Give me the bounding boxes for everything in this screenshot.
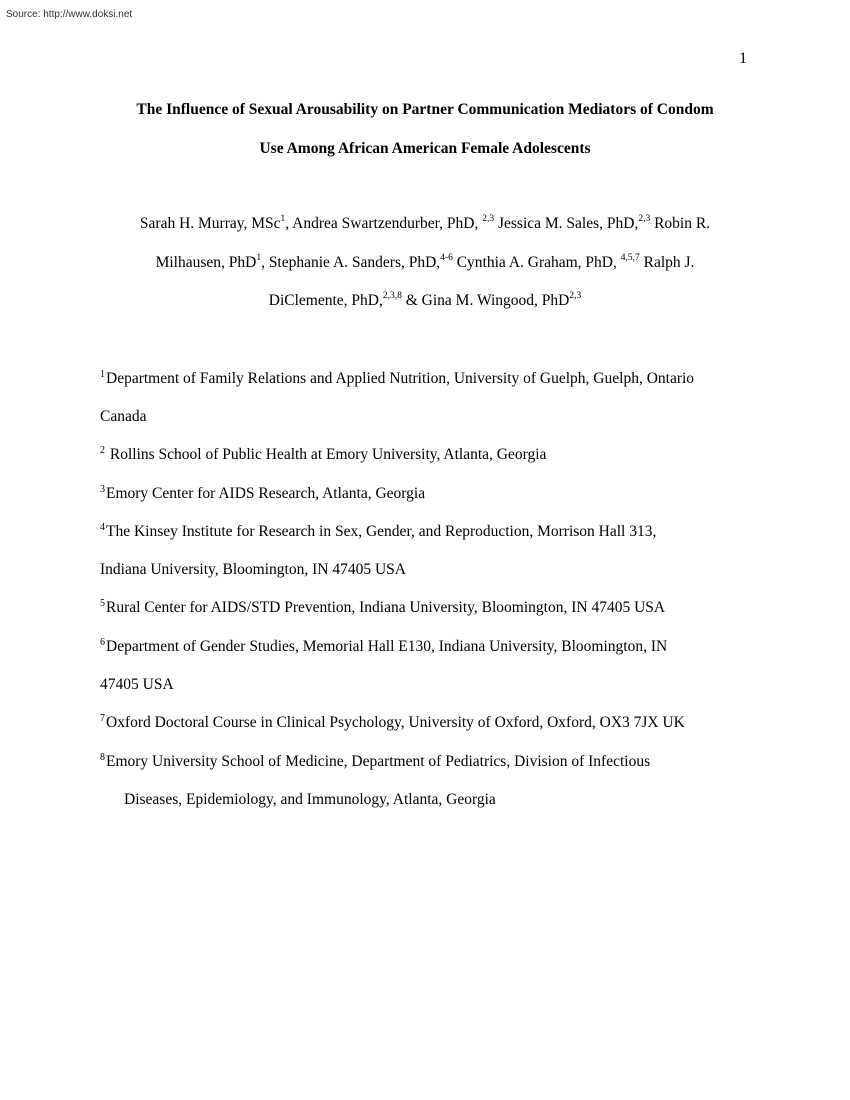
affiliation-number: 7 [100, 713, 105, 724]
author-affiliation-sup: 2,3 [482, 214, 495, 224]
author-name: Sarah H. Murray, MSc [139, 215, 281, 232]
affiliation-1 [100, 370, 694, 388]
affiliation-6-continued: 47405 USA [100, 676, 174, 693]
affiliation-4-continued: Indiana University, Bloomington, IN 47405 USA [100, 561, 406, 578]
author-affiliation-sup: 2,3 [638, 214, 651, 224]
affiliation-text: Rural Center for AIDS/STD Prevention, Indiana University, Bloomington, IN 47405 USA [106, 599, 666, 616]
affiliation-number: 2 [100, 445, 105, 456]
source-note: Source: http://www.doksi.net [6, 9, 133, 20]
author-name: DiClemente, PhD, [268, 292, 383, 309]
page-number: 1 [739, 50, 747, 67]
affiliation-text: Department of Family Relations and Applied Nutrition, University of Guelph, Guelph, Ontario [106, 370, 695, 387]
affiliation-number: 8 [100, 752, 105, 763]
affiliation-number: 4 [100, 522, 105, 533]
author-name: Cynthia A. Graham, PhD, [452, 254, 621, 271]
affiliation-6 [100, 638, 667, 656]
author-affiliation-sup: 1 [280, 214, 286, 224]
paper-title-line-2: Use Among African American Female Adolescents [259, 140, 591, 157]
author-name: , Stephanie A. Sanders, PhD, [261, 254, 441, 271]
author-line-1 [0, 215, 850, 233]
affiliation-number: 3 [100, 484, 105, 495]
author-affiliation-sup: 2,3,8 [382, 291, 402, 301]
affiliation-number: 5 [100, 598, 105, 609]
affiliation-text: Emory Center for AIDS Research, Atlanta, Georgia [106, 485, 426, 502]
affiliation-7 [100, 714, 685, 732]
author-name: & Gina M. Wingood, PhD [401, 292, 570, 309]
author-name: Milhausen, PhD [155, 254, 257, 271]
affiliation-8 [100, 753, 650, 771]
affiliation-text: Rollins School of Public Health at Emory University, Atlanta, Georgia [109, 446, 547, 463]
affiliation-1-continued: Canada [100, 408, 147, 425]
affiliation-number: 6 [100, 637, 105, 648]
author-name: Ralph J. [639, 254, 695, 271]
paper-title-line-1: The Influence of Sexual Arousability on Partner Communication Mediators of Condom [136, 101, 714, 118]
affiliation-number: 1 [100, 369, 105, 380]
author-name: , Andrea Swartzendurber, PhD, [285, 215, 483, 232]
author-affiliation-sup: 4,5,7 [620, 253, 640, 263]
affiliation-3 [100, 485, 425, 503]
affiliation-4 [100, 523, 656, 541]
affiliation-2 [100, 446, 546, 464]
affiliation-text: Oxford Doctoral Course in Clinical Psychology, University of Oxford, Oxford, OX3 7JX UK [106, 714, 685, 731]
author-name: Jessica M. Sales, PhD, [494, 215, 639, 232]
affiliation-text: Emory University School of Medicine, Department of Pediatrics, Division of Infectious [106, 753, 651, 770]
author-affiliation-sup: 4-6 [440, 253, 453, 263]
affiliation-5 [100, 599, 665, 617]
author-name: Robin R. [650, 215, 711, 232]
author-affiliation-sup: 1 [256, 253, 262, 263]
author-affiliation-sup: 2,3 [569, 291, 582, 301]
affiliation-8-continued: Diseases, Epidemiology, and Immunology, Atlanta, Georgia [124, 791, 496, 808]
affiliation-text: The Kinsey Institute for Research in Sex, Gender, and Reproduction, Morrison Hall 313, [106, 523, 657, 540]
author-line-3 [0, 292, 850, 310]
author-line-2 [0, 254, 850, 272]
affiliation-text: Department of Gender Studies, Memorial Hall E130, Indiana University, Bloomington, IN [106, 638, 668, 655]
